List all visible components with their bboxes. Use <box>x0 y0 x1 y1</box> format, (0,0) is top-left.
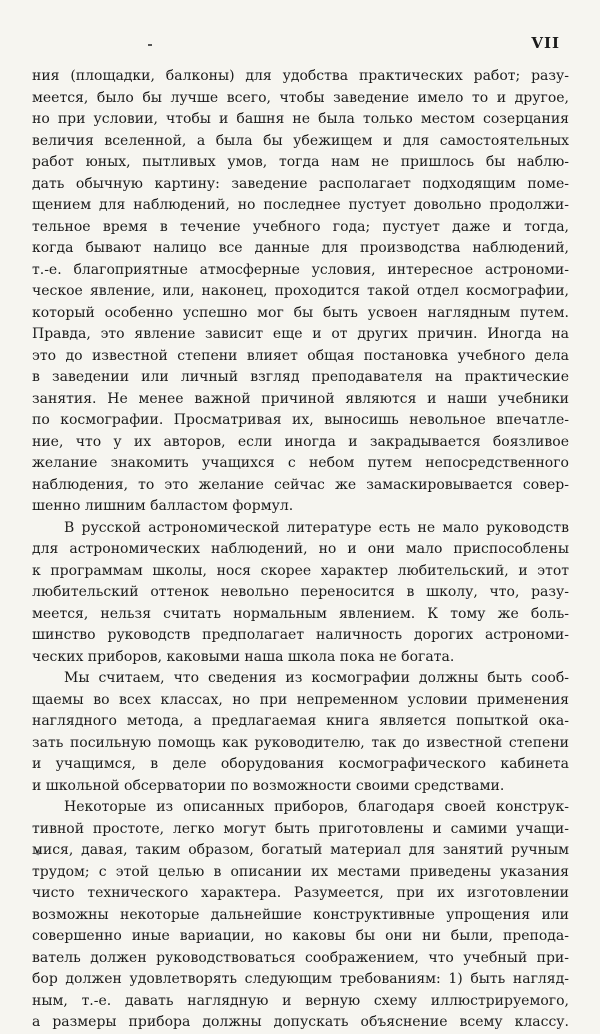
text-line: ние, что у их авторов, если иногда и закрадывается боязливое <box>32 433 569 450</box>
body-text <box>32 66 569 1034</box>
text-line: к программам школы, нося скорее характер любительский, и этот <box>32 562 569 579</box>
text-line: Правда, это явление зависит еще и от других причин. Иногда на <box>32 326 569 342</box>
text-line: щаемы во всех классах, но при непременном условии применения <box>32 691 569 708</box>
text-line: В русской астрономической литературе есть не мало руководств <box>64 519 569 536</box>
text-line: ным, т.-е. давать наглядную и верную схему иллюстрируемого, <box>32 992 569 1009</box>
text-line: по космографии. Просматривая их, выносишь невольное впечатле- <box>32 412 569 428</box>
text-line: тивной простоте, легко могут быть приготовлены и самими учащи- <box>32 820 569 837</box>
text-line: а размеры прибора должны допускать объяснение всему классу. <box>32 1014 569 1030</box>
text-line: тельное время в течение учебного года; пустует даже и тогда, <box>32 218 569 235</box>
text-line: но при условии, чтобы и башня не была только местом созерцания <box>32 111 569 127</box>
paragraph <box>32 518 569 669</box>
text-line: любительский оттенок невольно переносится в школу, что, разу- <box>32 584 569 600</box>
text-line: когда бывают налицо все данные для производства наблюдений, <box>32 240 569 256</box>
paragraph <box>32 66 569 518</box>
text-line: дать обычную картину: заведение располагает подходящим поме- <box>32 175 569 192</box>
text-line: желание знакомить учащихся с небом путем непосредственного <box>32 455 569 471</box>
text-line: и школьной обсерватории по возможности своими средствами. <box>32 777 505 794</box>
text-line: мися, давая, таким образом, богатый материал для занятий ручным <box>32 842 569 858</box>
page-number: VII <box>531 34 560 52</box>
text-line: работ юных, пытливых умов, тогда нам не пришлось бы наблю- <box>32 154 569 170</box>
text-line: Мы считаем, что сведения из космографии должны быть сооб- <box>64 670 569 686</box>
text-line: возможны некоторые дальнейшие конструктивные упрощения или <box>32 906 569 923</box>
text-line: ческих приборов, каковыми наша школа пока не богата. <box>32 648 455 665</box>
text-line: шенно лишним балластом формул. <box>32 498 294 514</box>
text-line: величия вселенной, а была бы убежищем и для самостоятельных <box>32 132 569 149</box>
text-line: меется, нельзя считать нормальным явлением. К тому же боль- <box>32 605 569 622</box>
text-line: занятия. Не менее важной причиной являются и наши учебники <box>32 390 569 407</box>
text-line: совершенно иные вариации, но каковы бы они ни были, препода- <box>32 928 569 944</box>
text-line: щением для наблюдений, но последнее пустует довольно продолжи- <box>32 197 569 213</box>
text-line: чисто технического характера. Разумеется, при их изготовлении <box>32 885 569 901</box>
text-line: меется, было бы лучше всего, чтобы заведение имело то и другое, <box>32 89 569 106</box>
text-line: ния (площадки, балконы) для удобства практических работ; разу- <box>32 68 569 84</box>
paragraph <box>32 797 569 1034</box>
text-line: и учащимся, в деле оборудования космографического кабинета <box>32 756 569 772</box>
print-speck <box>148 44 152 46</box>
text-line: т.-е. благоприятные атмосферные условия, интересное астрономи- <box>32 261 569 278</box>
text-line: Некоторые из описанных приборов, благодаря своей конструк- <box>64 799 569 815</box>
text-line: это до известной степени влияет общая постановка учебного дела <box>32 347 569 364</box>
text-line: зать посильную помощь как руководителю, так до известной степени <box>32 734 569 751</box>
text-line: ватель должен руководствоваться соображением, что учебный при- <box>32 949 569 966</box>
text-line: для астрономических наблюдений, но и они мало приспособлены <box>32 541 569 557</box>
text-line: в заведении или личный взгляд преподавателя на практические <box>32 369 569 385</box>
text-line: ческое явление, или, наконец, проходится такой отдел космографии, <box>32 283 569 299</box>
paragraph <box>32 668 569 797</box>
text-line: бор должен удовлетворять следующим требованиям: 1) быть нагляд- <box>32 971 569 987</box>
text-line: наблюдения, то это желание сейчас же замаскировывается совер- <box>32 476 569 493</box>
text-line: который особенно успешно мог бы быть усвоен наглядным путем. <box>32 304 569 321</box>
text-line: наглядного метода, а предлагаемая книга является попыткой ока- <box>32 713 569 729</box>
text-line: трудом; с этой целью в описании их местами приведены указания <box>32 863 569 880</box>
text-line: шинство руководств предполагает наличность дорогих астрономи- <box>32 627 569 643</box>
